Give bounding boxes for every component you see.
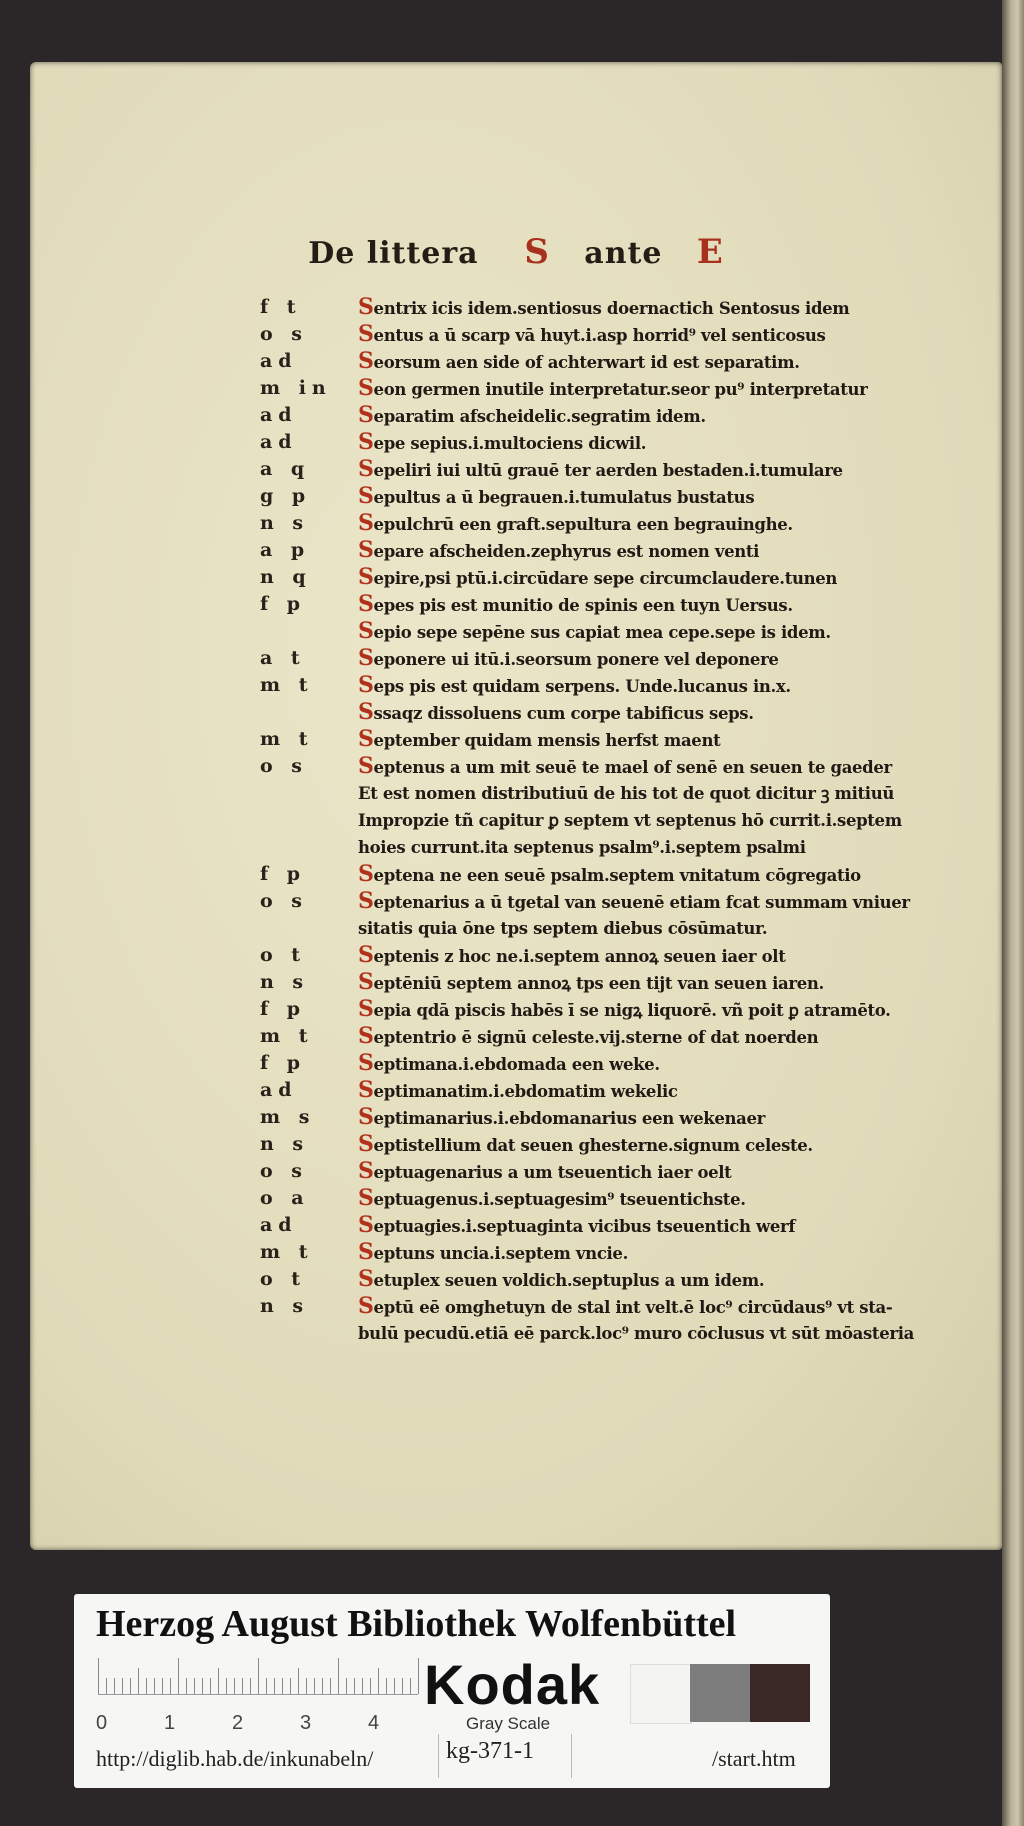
ruler-tick xyxy=(410,1678,411,1694)
entry-text: Seorsum aen side of achterwart id est separatim. xyxy=(358,348,800,374)
ruler-tick xyxy=(394,1678,395,1694)
entry-text: Septuagies.i.septuaginta vicibus tseuentich werf xyxy=(358,1212,796,1238)
entry-row xyxy=(260,564,980,591)
ruler-tick xyxy=(194,1678,195,1694)
rubric-initial: S xyxy=(358,1050,374,1076)
entry-text: Separe afscheiden.zephyrus est nomen venti xyxy=(358,537,760,563)
margin-letters: m t xyxy=(260,674,314,696)
page-heading xyxy=(30,232,1002,272)
gray-patch xyxy=(690,1664,750,1722)
rubric-initial: S xyxy=(358,483,374,509)
entry-text: Sepultus a ū begrauen.i.tumulatus bustatus xyxy=(358,483,755,509)
ruler-tick xyxy=(98,1658,99,1694)
heading-letter: S xyxy=(524,232,550,272)
entry-text: Septenis z hoc ne.i.septem annoꝝ seuen iaer olt xyxy=(358,942,786,968)
rubric-initial: S xyxy=(358,294,374,320)
ruler-tick xyxy=(250,1678,251,1694)
margin-letters: f t xyxy=(260,296,302,318)
entry-row xyxy=(260,1104,980,1131)
ruler-number: 1 xyxy=(164,1712,176,1734)
heading-prefix: De littera xyxy=(308,236,479,271)
entry-text: bulū pecudū.etiā eē parck.loc⁹ muro cōclusus vt sūt mōasteria xyxy=(358,1324,914,1343)
margin-letters: n s xyxy=(260,1133,310,1155)
ruler-number: 3 xyxy=(300,1712,312,1734)
rubric-initial: S xyxy=(358,1077,374,1103)
entry-row xyxy=(260,753,980,780)
entry-row xyxy=(260,861,980,888)
margin-letters: o s xyxy=(260,890,308,912)
rubric-initial: S xyxy=(358,429,374,455)
ruler-tick xyxy=(346,1678,347,1694)
entry-text: Septimanatim.i.ebdomatim wekelic xyxy=(358,1077,678,1103)
ruler-tick xyxy=(282,1678,283,1694)
rubric-initial: S xyxy=(358,996,374,1022)
margin-letters: m t xyxy=(260,1241,314,1263)
rubric-initial: S xyxy=(358,375,374,401)
rubric-initial: S xyxy=(358,969,374,995)
rubric-initial: S xyxy=(358,1023,374,1049)
ruler-tick xyxy=(186,1678,187,1694)
entry-row xyxy=(260,699,980,726)
margin-letters: n s xyxy=(260,1295,310,1317)
ruler-scale xyxy=(98,1656,418,1695)
entry-text: Sepire,psi ptū.i.circūdare sepe circumclaudere.tunen xyxy=(358,564,838,590)
rubric-initial: S xyxy=(358,564,374,590)
entry-row xyxy=(260,1239,980,1266)
entry-row xyxy=(260,1266,980,1293)
entry-row xyxy=(260,1212,980,1239)
margin-letters: o s xyxy=(260,323,308,345)
entry-text: Septū eē omghetuyn de stal int velt.ē loc⁹ circūdaus⁹ vt sta- xyxy=(358,1293,893,1319)
entry-text: Septuagenarius a um tseuentich iaer oelt xyxy=(358,1158,732,1184)
ruler-tick xyxy=(330,1678,331,1694)
rubric-initial: S xyxy=(358,1266,374,1292)
rubric-initial: S xyxy=(358,753,374,779)
entry-row xyxy=(260,834,980,861)
ruler-tick xyxy=(418,1658,419,1694)
rubric-initial: S xyxy=(358,699,374,725)
white-patch xyxy=(630,1664,692,1724)
margin-letters: o t xyxy=(260,1268,307,1290)
entry-text: Septimanarius.i.ebdomanarius een wekenaer xyxy=(358,1104,765,1130)
entry-row xyxy=(260,1158,980,1185)
margin-letters: n s xyxy=(260,512,310,534)
heading-letter2: E xyxy=(696,232,724,272)
ruler-tick xyxy=(226,1678,227,1694)
rubric-initial: S xyxy=(358,456,374,482)
rubric-initial: S xyxy=(358,591,374,617)
entry-text: Sepeliri iui ultū grauē ter aerden bestaden.i.tumulare xyxy=(358,456,843,482)
ruler-tick xyxy=(322,1678,323,1694)
entry-row xyxy=(260,1023,980,1050)
entry-text: Septuagenus.i.septuagesim⁹ tseuentichste. xyxy=(358,1185,746,1211)
margin-letters: m in xyxy=(260,377,332,399)
entry-row xyxy=(260,996,980,1023)
margin-letters: a q xyxy=(260,458,311,480)
entry-row xyxy=(260,780,980,807)
entry-text: Seon germen inutile interpretatur.seor pu⁹ interpretatur xyxy=(358,375,868,401)
entry-row xyxy=(260,348,980,375)
dictionary-entries xyxy=(260,294,980,1347)
entry-row xyxy=(260,645,980,672)
ruler-tick xyxy=(274,1678,275,1694)
entry-text: Septēniū septem annoꝝ tps een tijt van seuen iaren. xyxy=(358,969,824,995)
ruler-tick xyxy=(314,1678,315,1694)
rubric-initial: S xyxy=(358,321,374,347)
rubric-initial: S xyxy=(358,645,374,671)
entry-row xyxy=(260,483,980,510)
entry-text: Sepio sepe sepēne sus capiat mea cepe.sepe is idem. xyxy=(358,618,831,644)
rubric-initial: S xyxy=(358,510,374,536)
margin-letters: o s xyxy=(260,1160,308,1182)
ruler-tick xyxy=(114,1678,115,1694)
shelfmark-code: kg-371-1 xyxy=(446,1738,534,1764)
entry-row xyxy=(260,726,980,753)
entry-text: Impropzie tñ capitur ꝑ septem vt septenus hō currit.i.septem xyxy=(358,811,902,830)
entry-text: Septenus a um mit seuē te mael of senē en seuen te gaeder xyxy=(358,753,892,779)
entry-row xyxy=(260,429,980,456)
ruler-number: 4 xyxy=(368,1712,380,1734)
book-edge xyxy=(1002,0,1024,1826)
entry-text: hoies currunt.ita septenus psalm⁹.i.septem psalmi xyxy=(358,838,806,857)
entry-row xyxy=(260,375,980,402)
entry-text: Sssaqz dissoluens cum corpe tabificus seps. xyxy=(358,699,754,725)
entry-text: Sepe sepius.i.multociens dicwil. xyxy=(358,429,647,455)
margin-letters: a p xyxy=(260,539,311,561)
ruler-tick xyxy=(146,1678,147,1694)
margin-letters: n q xyxy=(260,566,312,588)
ruler-tick xyxy=(130,1678,131,1694)
entry-row xyxy=(260,807,980,834)
entry-row xyxy=(260,915,980,942)
ruler-tick xyxy=(154,1678,155,1694)
entry-text: Sentrix icis idem.sentiosus doernactich Sentosus idem xyxy=(358,294,850,320)
rubric-initial: S xyxy=(358,537,374,563)
rubric-initial: S xyxy=(358,672,374,698)
source-url: http://diglib.hab.de/inkunabeln/ xyxy=(96,1746,374,1771)
ruler-tick xyxy=(202,1678,203,1694)
margin-letters: f p xyxy=(260,863,307,885)
entry-row xyxy=(260,942,980,969)
dark-patch xyxy=(750,1664,810,1722)
margin-letters: ad xyxy=(260,1214,298,1236)
entry-text: sitatis quia ōne tps septem diebus cōsūmatur. xyxy=(358,919,768,938)
entry-row xyxy=(260,1293,980,1320)
ruler-tick xyxy=(386,1678,387,1694)
ruler-tick xyxy=(242,1678,243,1694)
entry-row xyxy=(260,537,980,564)
rubric-initial: S xyxy=(358,1158,374,1184)
margin-letters: m t xyxy=(260,1025,314,1047)
color-target xyxy=(74,1594,830,1788)
incunabulum-page xyxy=(30,62,1002,1550)
margin-letters: f p xyxy=(260,593,307,615)
margin-letters: a t xyxy=(260,647,306,669)
entry-text: Et est nomen distributiuū de his tot de quot dicitur ꝫ mitiuū xyxy=(358,784,894,803)
entry-row xyxy=(260,618,980,645)
entry-row xyxy=(260,969,980,996)
ruler-number: 2 xyxy=(232,1712,244,1734)
margin-letters: m t xyxy=(260,728,314,750)
kodak-logo: Kodak xyxy=(424,1653,601,1716)
entry-row xyxy=(260,1185,980,1212)
ruler-tick xyxy=(234,1678,235,1694)
ruler-tick xyxy=(210,1678,211,1694)
entry-text: Septentrio ē signū celeste.vij.sterne of dat noerden xyxy=(358,1023,819,1049)
entry-text: Septimana.i.ebdomada een weke. xyxy=(358,1050,660,1076)
entry-text: Separatim afscheidelic.segratim idem. xyxy=(358,402,706,428)
margin-letters: ad xyxy=(260,1079,298,1101)
entry-row xyxy=(260,591,980,618)
entry-text: Sepia qdā piscis habēs ī se nigꝝ liquorē. vñ poit ꝑ atramēto. xyxy=(358,996,891,1022)
margin-letters: n s xyxy=(260,971,310,993)
ruler-tick xyxy=(370,1678,371,1694)
ruler-tick xyxy=(258,1658,259,1694)
ruler-number: 0 xyxy=(96,1712,108,1734)
ruler-tick xyxy=(306,1678,307,1694)
margin-letters: f p xyxy=(260,1052,307,1074)
entry-text: Sentus a ū scarp vā huyt.i.asp horrid⁹ vel senticosus xyxy=(358,321,826,347)
entry-text: Sepes pis est munitio de spinis een tuyn Uersus. xyxy=(358,591,793,617)
rubric-initial: S xyxy=(358,348,374,374)
entry-text: Seps pis est quidam serpens. Unde.lucanus in.x. xyxy=(358,672,791,698)
ruler-tick xyxy=(298,1668,299,1694)
ruler-tick xyxy=(170,1678,171,1694)
ruler-tick xyxy=(378,1668,379,1694)
entry-row xyxy=(260,1320,980,1347)
ruler-tick xyxy=(338,1658,339,1694)
ruler-tick xyxy=(266,1678,267,1694)
entry-text: September quidam mensis herfst maent xyxy=(358,726,721,752)
entry-text: Septenarius a ū tgetal van seuenē etiam fcat summam vniuer xyxy=(358,888,910,914)
ruler-tick xyxy=(162,1678,163,1694)
entry-text: Seponere ui itū.i.seorsum ponere vel deponere xyxy=(358,645,779,671)
entry-text: Sepulchrū een graft.sepultura een begrauinghe. xyxy=(358,510,793,536)
rubric-initial: S xyxy=(358,1212,374,1238)
rubric-initial: S xyxy=(358,726,374,752)
rubric-initial: S xyxy=(358,1239,374,1265)
heading-mid: ante xyxy=(584,236,663,271)
margin-letters: o t xyxy=(260,944,307,966)
ruler-tick xyxy=(362,1678,363,1694)
rubric-initial: S xyxy=(358,942,374,968)
entry-text: Septistellium dat seuen ghesterne.signum celeste. xyxy=(358,1131,813,1157)
rubric-initial: S xyxy=(358,1104,374,1130)
entry-row xyxy=(260,294,980,321)
entry-row xyxy=(260,888,980,915)
rubric-initial: S xyxy=(358,1131,374,1157)
entry-row xyxy=(260,1077,980,1104)
entry-row xyxy=(260,1131,980,1158)
library-title: Herzog August Bibliothek Wolfenbüttel xyxy=(96,1603,737,1645)
rubric-initial: S xyxy=(358,1185,374,1211)
rubric-initial: S xyxy=(358,402,374,428)
entry-text: Septena ne een seuē psalm.septem vnitatum cōgregatio xyxy=(358,861,861,887)
entry-row xyxy=(260,402,980,429)
entry-text: Septuns uncia.i.septem vncie. xyxy=(358,1239,628,1265)
ruler-tick xyxy=(106,1678,107,1694)
margin-letters: o a xyxy=(260,1187,310,1209)
ruler-tick xyxy=(402,1678,403,1694)
rubric-initial: S xyxy=(358,618,374,644)
entry-row xyxy=(260,1050,980,1077)
gray-scale-label: Gray Scale xyxy=(466,1714,551,1733)
rubric-initial: S xyxy=(358,1293,374,1319)
entry-row xyxy=(260,456,980,483)
start-page: /start.htm xyxy=(712,1746,796,1771)
rubric-initial: S xyxy=(358,861,374,887)
ruler-tick xyxy=(290,1678,291,1694)
margin-letters: ad xyxy=(260,350,298,372)
ruler-tick xyxy=(218,1668,219,1694)
margin-letters: ad xyxy=(260,404,298,426)
margin-letters: ad xyxy=(260,431,298,453)
ruler-tick xyxy=(178,1658,179,1694)
ruler-tick xyxy=(354,1678,355,1694)
entry-text: Setuplex seuen voldich.septuplus a um idem. xyxy=(358,1266,765,1292)
entry-row xyxy=(260,510,980,537)
rubric-initial: S xyxy=(358,888,374,914)
entry-row xyxy=(260,672,980,699)
margin-letters: g p xyxy=(260,485,312,507)
ruler-tick xyxy=(138,1668,139,1694)
margin-letters: m s xyxy=(260,1106,316,1128)
ruler-numbers xyxy=(96,1712,436,1742)
margin-letters: f p xyxy=(260,998,307,1020)
ruler-tick xyxy=(122,1678,123,1694)
entry-row xyxy=(260,321,980,348)
margin-letters: o s xyxy=(260,755,308,777)
